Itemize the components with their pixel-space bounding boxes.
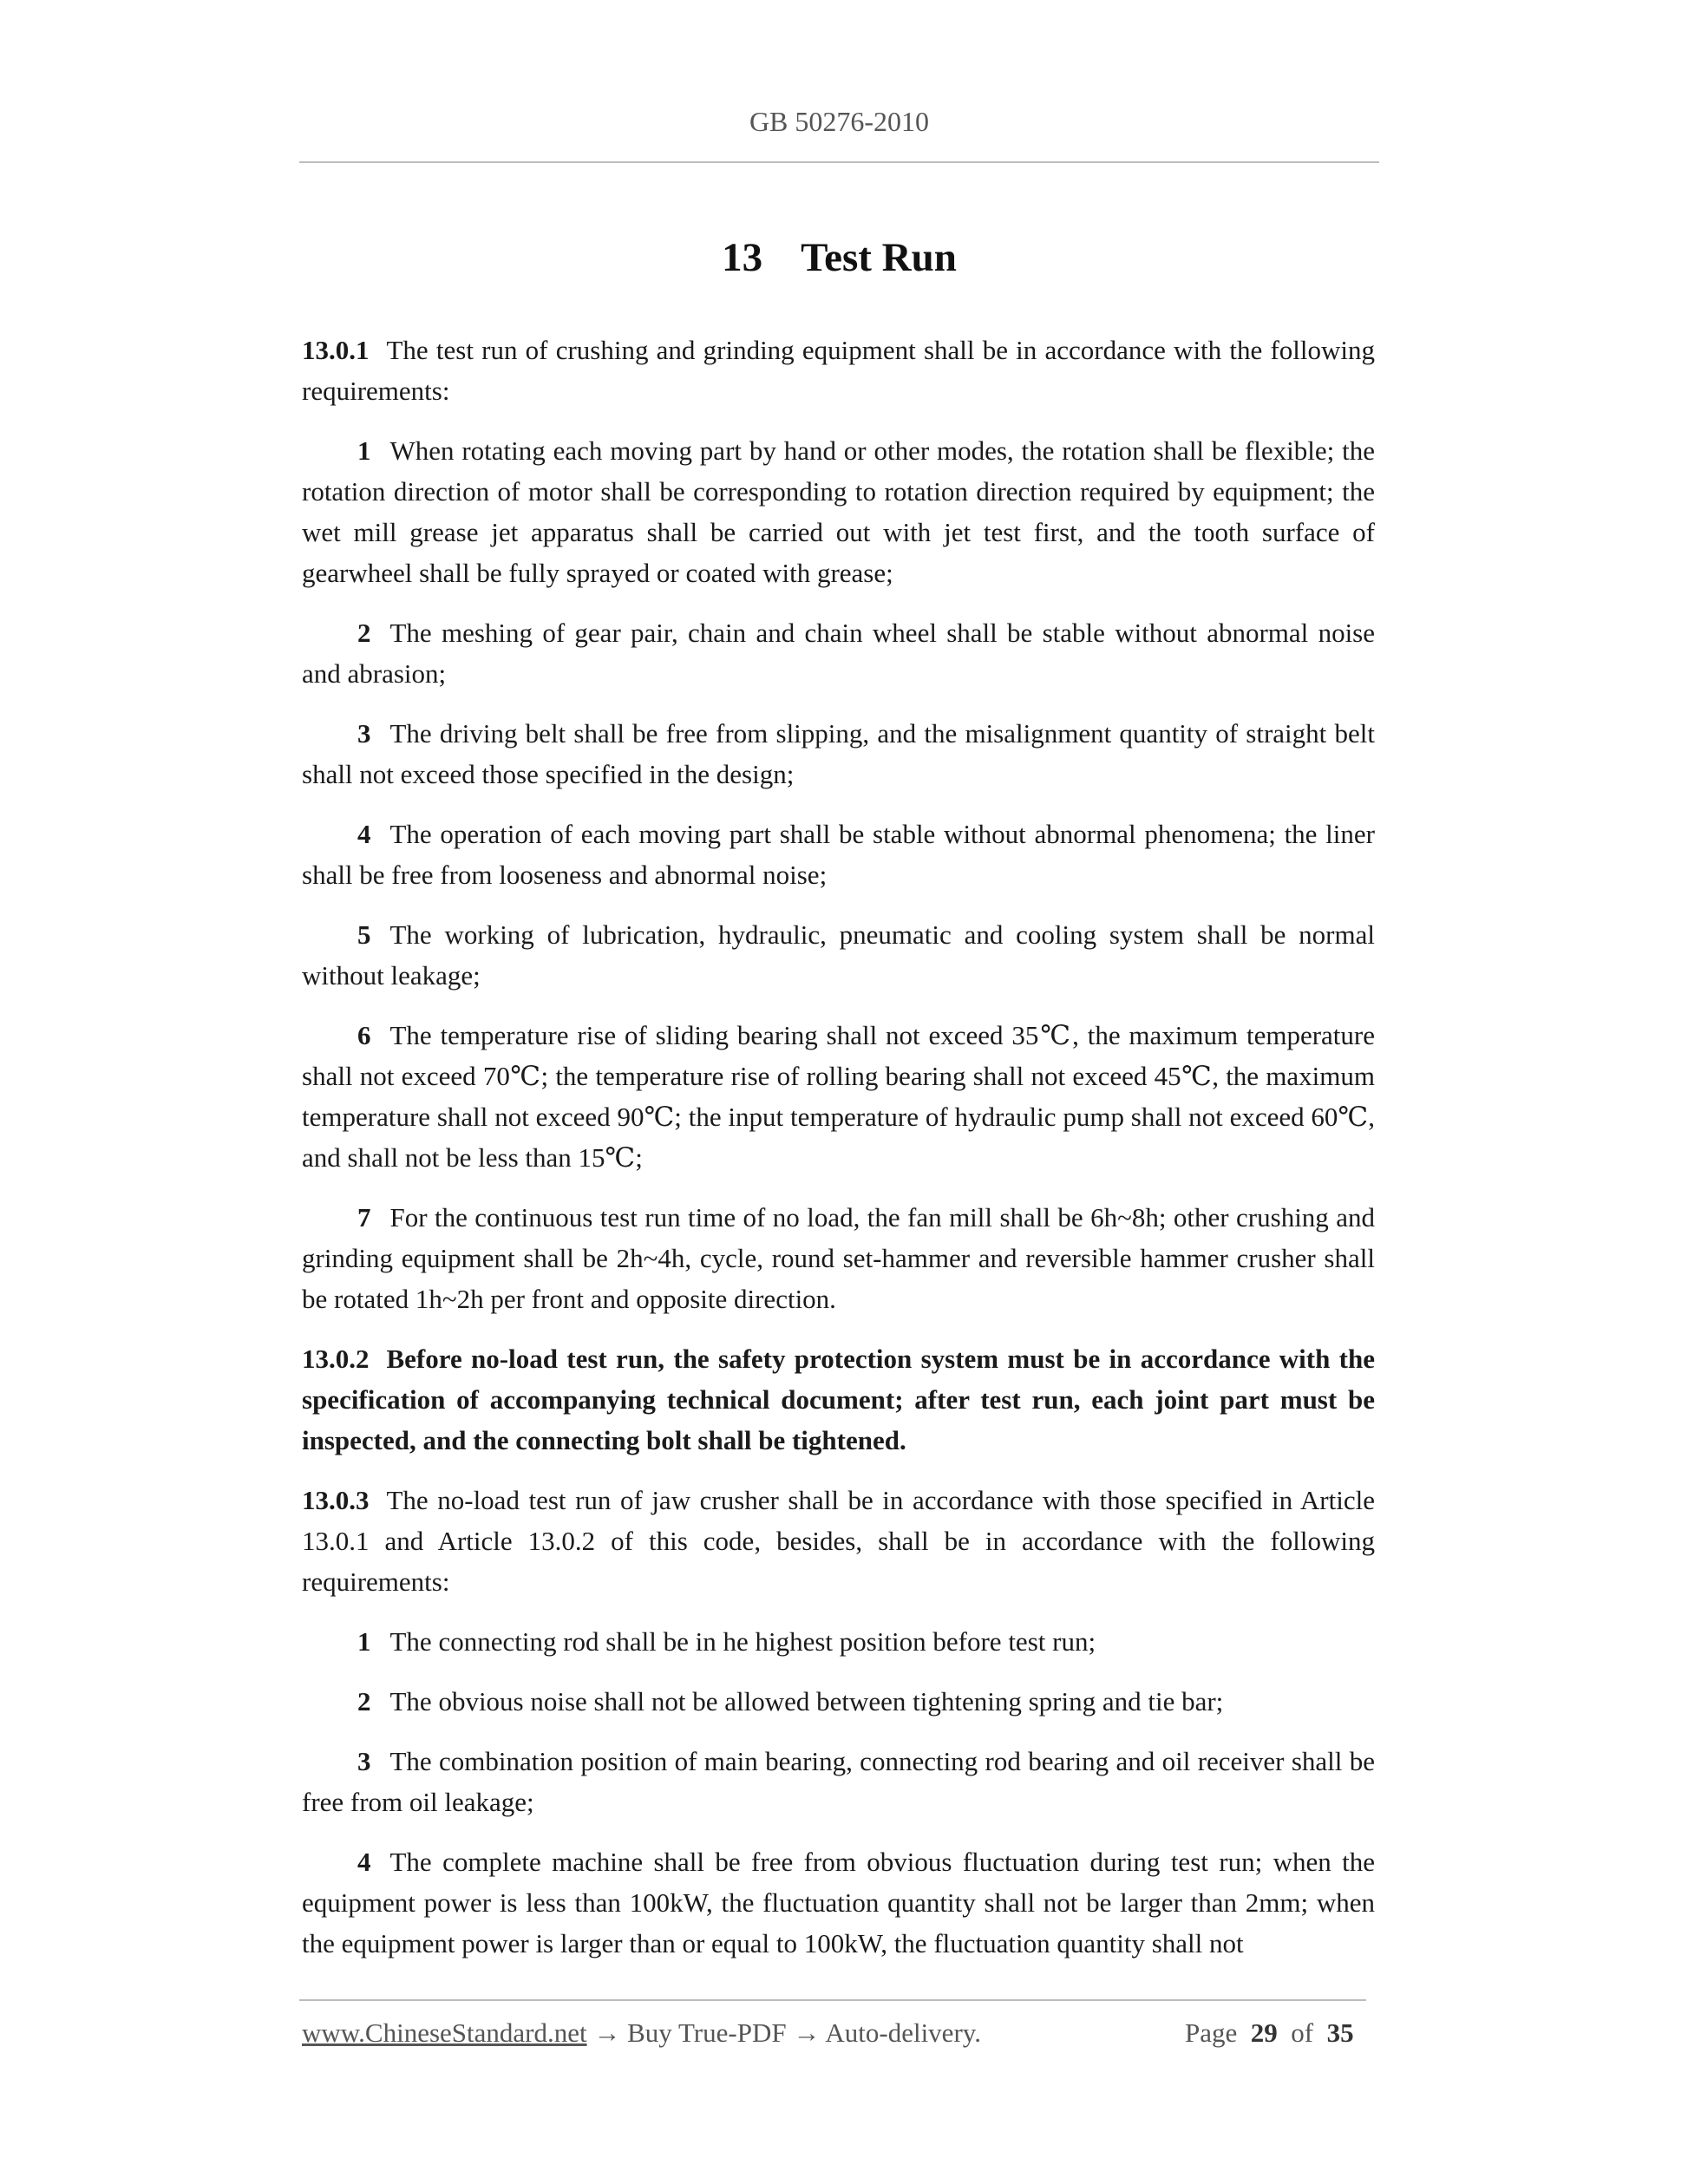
list-item: [302, 1015, 1375, 1178]
item-number: 2: [357, 1686, 371, 1716]
list-item: [302, 612, 1375, 694]
item-number: 1: [357, 1626, 371, 1657]
clause-text: The no-load test run of jaw crusher shall be in accordance with those specified in Article 13.0.1 and Article 13.0.2 of this code, besides, shall be in accordance with the following requirements:: [302, 1485, 1375, 1597]
footer-promo: [302, 2017, 981, 2049]
item-number: 6: [357, 1020, 371, 1050]
item-text: For the continuous test run time of no load, the fan mill shall be 6h~8h; other crushing and grinding equipment shall be 2h~4h, cycle, round set-hammer and reversible hammer crusher shall be rotated 1h~2h per front and opposite direction.: [302, 1202, 1375, 1314]
chapter-title: [299, 234, 1379, 281]
list-item: [302, 713, 1375, 794]
list-item: [302, 1621, 1375, 1662]
clause-number: 13.0.3: [302, 1485, 370, 1515]
clause-13-0-3: [302, 1480, 1375, 1602]
item-number: 4: [357, 1847, 371, 1877]
list-item: [302, 814, 1375, 895]
item-text: The connecting rod shall be in he highest position before test run;: [389, 1626, 1096, 1657]
item-text: The combination position of main bearing, connecting rod bearing and oil receiver shall be free from oil leakage;: [302, 1746, 1375, 1817]
footer-tagline: → Buy True-PDF → Auto-delivery.: [586, 2017, 981, 2048]
item-text: The working of lubrication, hydraulic, pneumatic and cooling system shall be normal without leakage;: [302, 919, 1375, 991]
clause-13-0-2: [302, 1338, 1375, 1461]
item-text: The driving belt shall be free from slipping, and the misalignment quantity of straight belt shall not exceed those specified in the design;: [302, 718, 1375, 789]
page-current: 29: [1250, 2017, 1278, 2048]
clause-number: 13.0.2: [302, 1344, 370, 1374]
list-item: [302, 1681, 1375, 1722]
item-number: 7: [357, 1202, 371, 1233]
site-link[interactable]: www.ChineseStandard.net: [302, 2017, 587, 2048]
page-of-label: of: [1291, 2017, 1314, 2048]
list-item: [302, 430, 1375, 593]
item-text: The obvious noise shall not be allowed between tightening spring and tie bar;: [389, 1686, 1224, 1716]
item-number: 3: [357, 718, 371, 749]
clause-13-0-1: [302, 330, 1375, 411]
item-number: 5: [357, 919, 371, 950]
item-text: The temperature rise of sliding bearing shall not exceed 35℃, the maximum temperature shall not exceed 70℃; the temperature rise of rolling bearing shall not exceed 45℃, the maximum temperature shall not exceed 90℃; the input temperature of hydraulic pump shall not exceed 60℃, and shall not be less than 15℃;: [302, 1020, 1375, 1173]
item-text: The complete machine shall be free from obvious fluctuation during test run; when the equipment power is less than 100kW, the fluctuation quantity shall not be larger than 2mm; when the equipment power is larger than or equal to 100kW, the fluctuation quantity shall not: [302, 1847, 1375, 1958]
page-total: 35: [1326, 2017, 1354, 2048]
item-number: 2: [357, 618, 371, 648]
item-number: 3: [357, 1746, 371, 1776]
clause-text: Before no-load test run, the safety protection system must be in accordance with the specification of accompanying technical document; after test run, each joint part must be inspected, and the connecting bolt shall be tightened.: [302, 1344, 1375, 1455]
footer-divider: [299, 1999, 1366, 2001]
list-item: [302, 1197, 1375, 1319]
running-header: GB 50276-2010: [749, 106, 930, 137]
list-item: [302, 914, 1375, 996]
list-item: [302, 1741, 1375, 1822]
chapter-title-text: Test Run: [801, 235, 957, 280]
page-label: Page: [1185, 2017, 1238, 2048]
list-item: [302, 1841, 1375, 1964]
chapter-number: 13: [722, 235, 763, 280]
page-indicator: [1185, 2017, 1354, 2049]
item-text: The meshing of gear pair, chain and chain wheel shall be stable without abnormal noise and abrasion;: [302, 618, 1375, 689]
document-body: [302, 330, 1375, 1983]
item-text: When rotating each moving part by hand or other modes, the rotation shall be flexible; the rotation direction of motor shall be corresponding to rotation direction required by equipment; the wet mill grease jet apparatus shall be carried out with jet test first, and the tooth surface of gearwheel shall be fully sprayed or coated with grease;: [302, 435, 1375, 588]
item-number: 4: [357, 819, 371, 849]
header-divider: [299, 161, 1379, 163]
item-number: 1: [357, 435, 371, 466]
item-text: The operation of each moving part shall be stable without abnormal phenomena; the liner shall be free from looseness and abnormal noise;: [302, 819, 1375, 890]
clause-text: The test run of crushing and grinding equipment shall be in accordance with the following requirements:: [302, 335, 1375, 406]
clause-number: 13.0.1: [302, 335, 370, 365]
